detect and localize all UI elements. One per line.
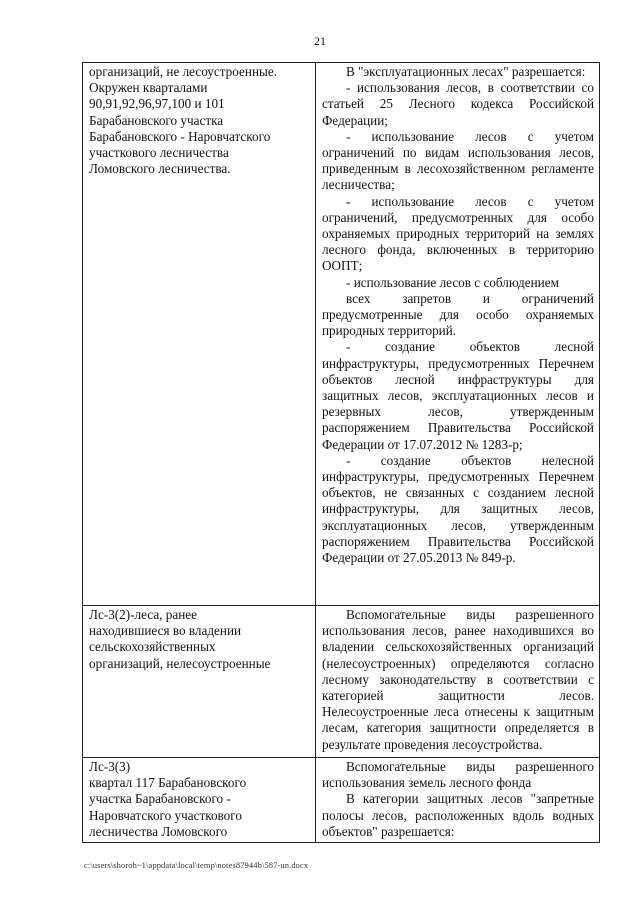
right-paragraph: - создание объектов лесной инфраструктуры, предусмотренных Перечнем объектов лесной инфраструктуры для защитных лесов, эксплуатационных лесов и резервных лесов, утвержденным распоряжением Правительства Российской Федерации от 17.07.2012 № 1283-р; <box>322 339 594 452</box>
right-paragraph: - использование лесов с соблюдением <box>346 274 559 290</box>
right-cell <box>316 758 600 843</box>
right-paragraph: всех запретов и ограничений предусмотренные для особо охраняемых природных территорий. <box>322 290 594 339</box>
left-line: Лс-3(2)-леса, ранее <box>89 607 197 622</box>
left-line: квартал 117 Барабановского <box>89 775 247 791</box>
right-paragraph: - использование лесов с учетом ограничений, предусмотренных для особо охраняемых природных территорий на землях лесного фонда, включенных в территорию ООПТ; <box>322 193 594 274</box>
left-line: находившиеся во владении <box>89 623 242 639</box>
right-paragraph: В категории защитных лесов "запретные полосы лесов, расположенных вдоль водных объектов" разрешается: <box>322 791 594 839</box>
left-line: организаций, нелесоустроенные <box>89 655 271 671</box>
left-line: Барабановского участка <box>89 112 224 128</box>
right-paragraph: - создание объектов нелесной инфраструктуры, предусмотренных Перечнем объектов, не связанных с созданием лесной инфраструктуры, для защитных лесов, эксплуатационных лесов, утвержденным распоряжением Правительства Российской Федерации от 27.05.2013 № 849-р. <box>322 452 594 566</box>
left-line: Лс-3(3) <box>89 759 131 774</box>
land-use-table <box>82 62 600 843</box>
right-paragraph: В "эксплуатационных лесах" разрешается: <box>346 64 586 79</box>
right-paragraph: - использования лесов, в соответствии со статьей 25 Лесного кодекса Российской Федерации; <box>322 80 594 128</box>
left-line: Ломовского лесничества. <box>89 161 231 177</box>
right-cell <box>316 606 600 758</box>
left-cell <box>83 63 316 606</box>
left-line: участка Барабановского - <box>89 791 231 807</box>
right-paragraph: - использование лесов с учетом ограничений по видам использования лесов, приведенным в лесохозяйственном регламенте лесничества; <box>322 128 594 193</box>
left-line: Наровчатского участкового <box>89 807 242 823</box>
left-line: Барабановского - Наровчатского <box>89 128 271 144</box>
left-cell <box>83 758 316 843</box>
right-paragraph: Вспомогательные виды разрешенного использования лесов, ранее находившихся во владении сельскохозяйственных организаций (нелесоустроенных) определяются согласно лесному законодательству в соответствии с категорией защитности лесов. Нелесоустроенные леса отнесены к защитным лесам, категория защитности определяется в результате проведения лесоустройства. <box>322 607 594 752</box>
left-cell <box>83 606 316 758</box>
table-row <box>83 63 600 606</box>
table-row <box>83 758 600 843</box>
left-line: организаций, не лесоустроенные. <box>89 64 278 79</box>
left-line: сельскохозяйственных <box>89 639 216 655</box>
right-paragraph: Вспомогательные виды разрешенного использования земель лесного фонда <box>322 759 594 791</box>
left-line: 90,91,92,96,97,100 и 101 <box>89 96 225 112</box>
left-line: лесничества Ломовского <box>89 823 228 839</box>
page-number: 21 <box>314 34 326 48</box>
right-cell <box>316 63 600 606</box>
left-line: Окружен кварталами <box>89 80 208 96</box>
left-line: участкового лесничества <box>89 145 229 161</box>
footer-file-path: c:\users\shoroh~1\appdata\local\temp\notes87944b\587-un.docx <box>84 860 309 870</box>
table-row <box>83 606 600 758</box>
